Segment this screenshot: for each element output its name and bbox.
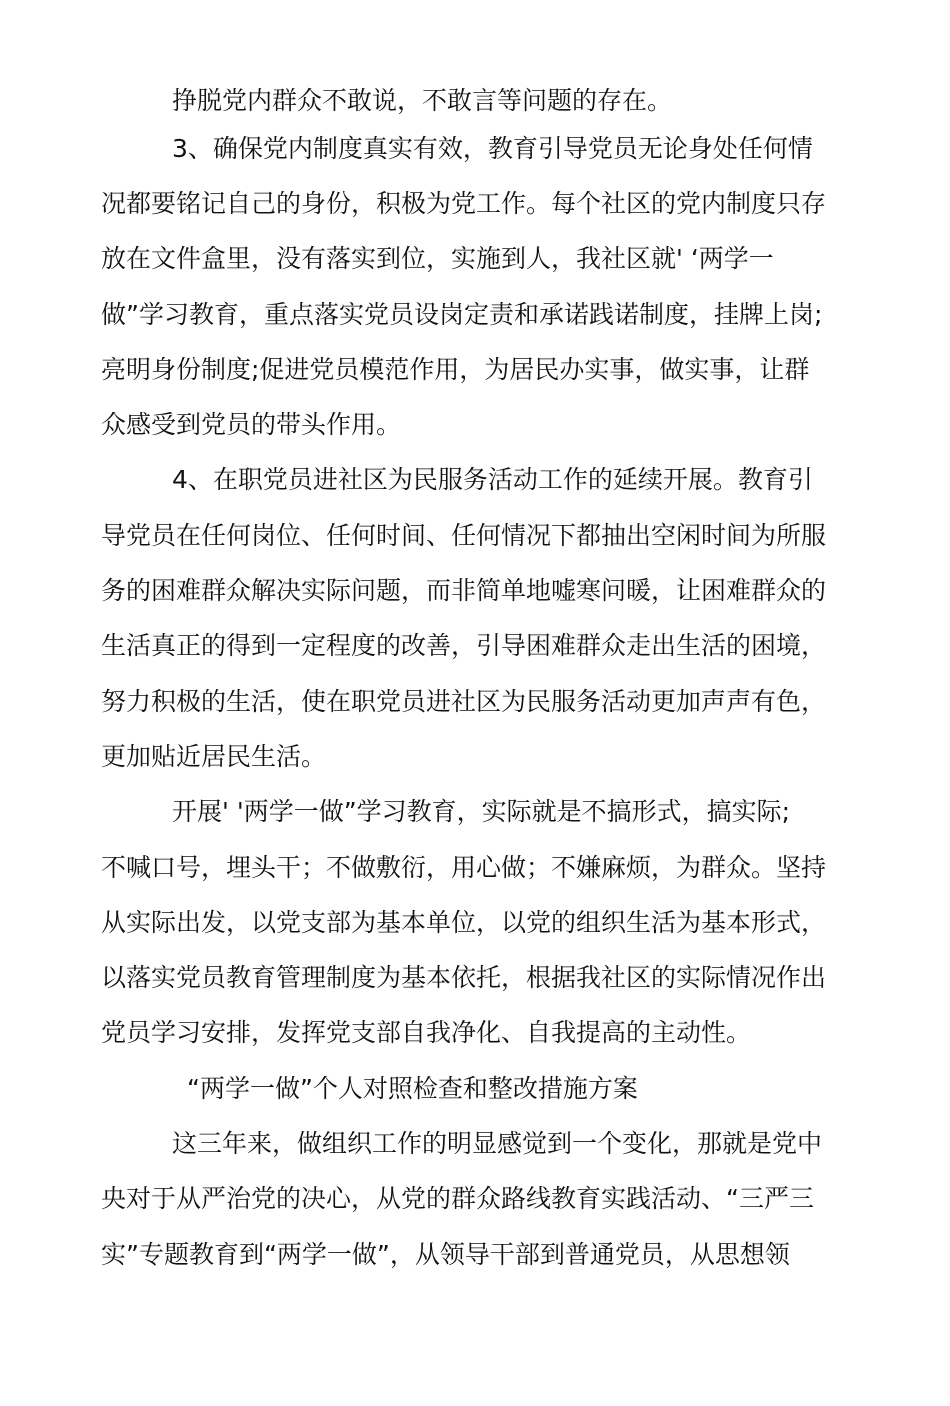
text-line: 众感受到党员的带头作用。: [101, 410, 402, 439]
text-line: 4、在职党员进社区为民服务活动工作的延续开展。教育引: [172, 465, 813, 494]
text-line: 开展' '两学一做”学习教育，实际就是不搞形式，搞实际;: [172, 797, 791, 826]
text-line: 挣脱党内群众不敢说，不敢言等问题的存在。: [172, 86, 673, 115]
text-line: 况都要铭记自己的身份，积极为党工作。每个社区的党内制度只存: [101, 189, 827, 218]
text-line: 务的困难群众解决实际问题，而非简单地嘘寒问暖，让困难群众的: [101, 576, 827, 605]
text-line: 不喊口号，埋头干；不做敷衍，用心做；不嫌麻烦，为群众。坚持: [101, 853, 827, 882]
text-line: 党员学习安排，发挥党支部自我净化、自我提高的主动性。: [101, 1018, 752, 1047]
text-line: 更加贴近居民生活。: [101, 742, 327, 771]
text-line: 放在文件盒里，没有落实到位，实施到人，我社区就' ‘两学一: [101, 244, 774, 273]
text-line: 央对于从严治党的决心，从党的群众路线教育实践活动、“三严三: [101, 1184, 814, 1213]
text-line: 以落实党员教育管理制度为基本依托，根据我社区的实际情况作出: [101, 963, 827, 992]
text-line: 努力积极的生活，使在职党员进社区为民服务活动更加声声有色，: [101, 687, 827, 716]
text-line: 生活真正的得到一定程度的改善，引导困难群众走出生活的困境，: [101, 631, 827, 660]
text-line: 做”学习教育，重点落实党员设岗定责和承诺践诺制度，挂牌上岗;: [101, 300, 823, 329]
text-line: 从实际出发，以党支部为基本单位，以党的组织生活为基本形式，: [101, 908, 827, 937]
text-line: 这三年来，做组织工作的明显感觉到一个变化，那就是党中: [172, 1129, 823, 1158]
section-title: “两学一做”个人对照检查和整改措施方案: [187, 1074, 638, 1103]
text-line: 亮明身份制度;促进党员模范作用，为居民办实事，做实事，让群: [101, 355, 810, 384]
text-line: 3、确保党内制度真实有效，教育引导党员无论身处任何情: [172, 134, 813, 163]
text-line: 实”专题教育到“两学一做”，从领导干部到普通党员，从思想领: [101, 1240, 790, 1269]
text-line: 导党员在任何岗位、任何时间、任何情况下都抽出空闲时间为所服: [101, 521, 827, 550]
